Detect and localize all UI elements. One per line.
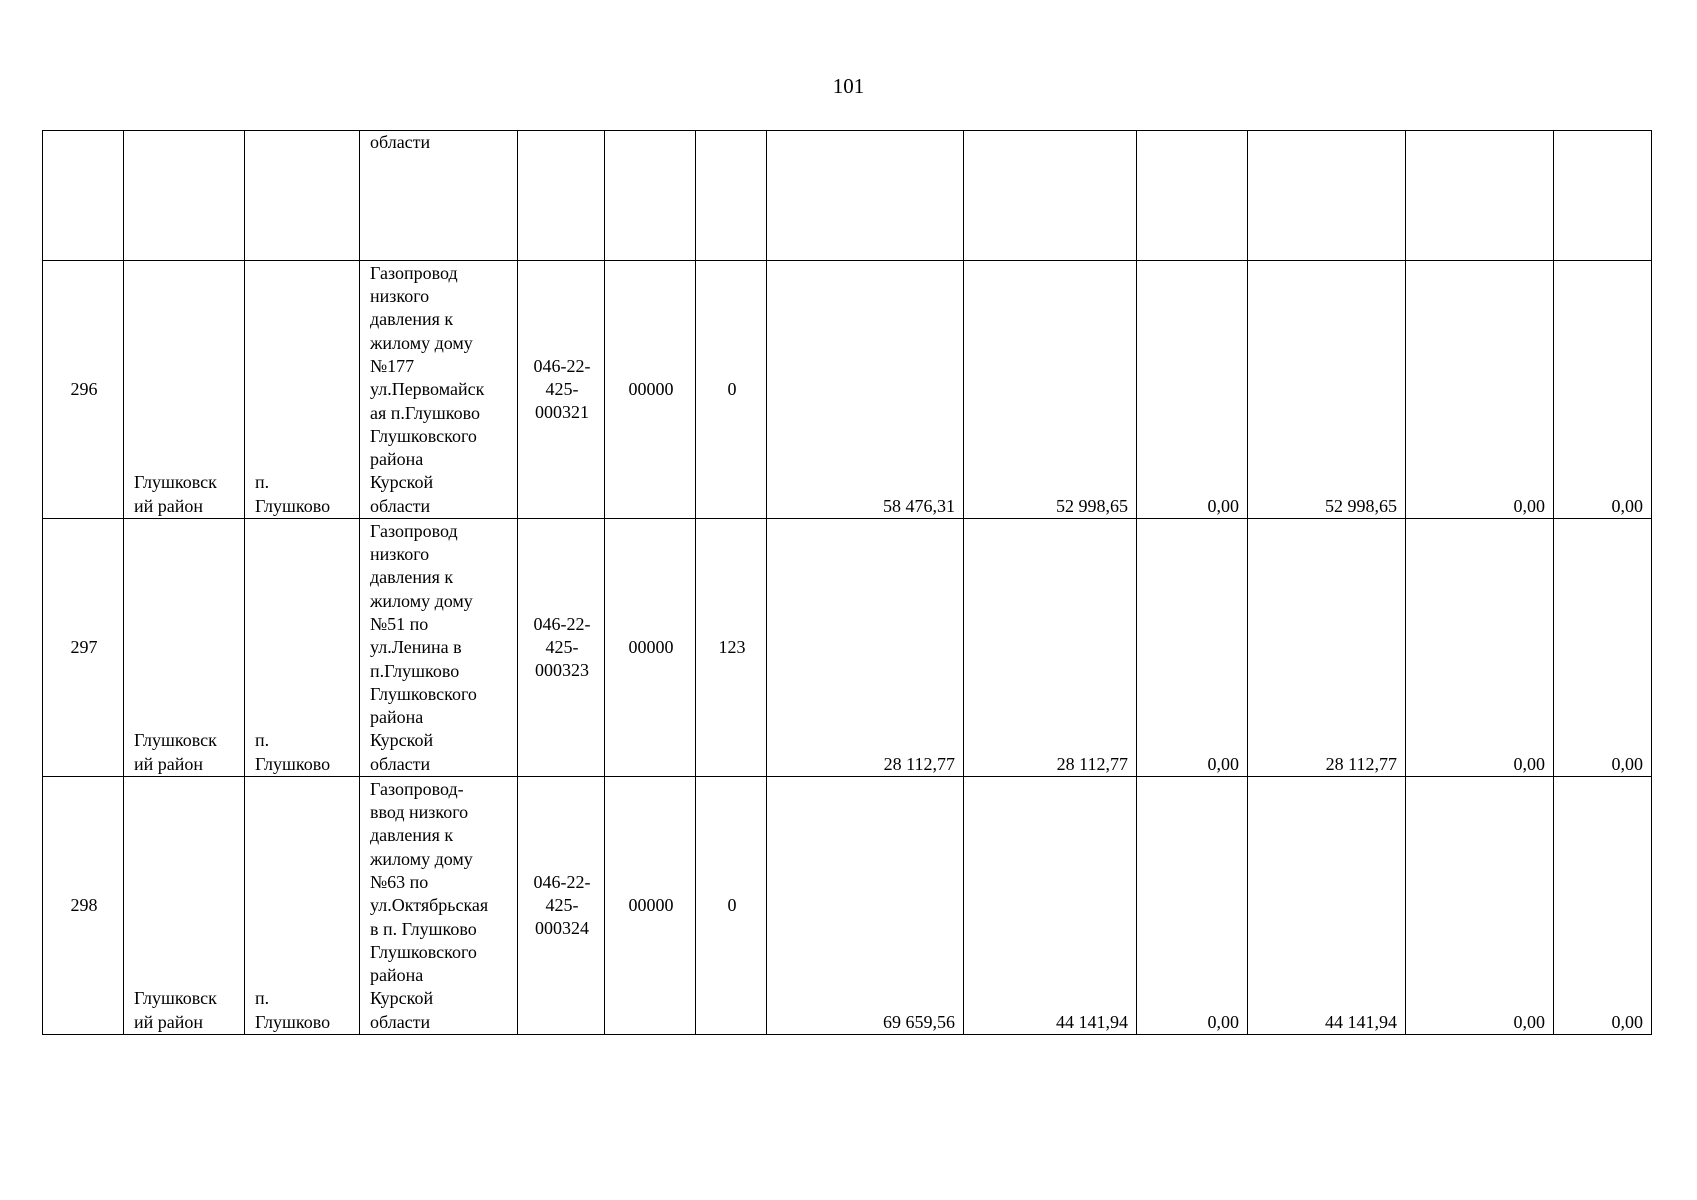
- cell-value-3: 0,00: [1137, 519, 1248, 777]
- cell-cadastral: 046-22- 425- 000323: [518, 519, 605, 777]
- cell-code: [605, 131, 696, 261]
- cell-district: Глушковск ий район: [124, 777, 245, 1035]
- cell-value-1: 28 112,77: [767, 519, 964, 777]
- cell-value-3: 0,00: [1137, 777, 1248, 1035]
- cell-locality: п. Глушково: [245, 519, 360, 777]
- cell-object-name: Газопровод низкого давления к жилому дому №51 по ул.Ленина в п.Глушково Глушковского района Курской области: [360, 519, 518, 777]
- cell-cadastral: 046-22- 425- 000324: [518, 777, 605, 1035]
- cell-object-name: области: [360, 131, 518, 261]
- cell-locality: п. Глушково: [245, 261, 360, 519]
- cell-value-1: 69 659,56: [767, 777, 964, 1035]
- cell-cadastral: [518, 131, 605, 261]
- cell-value-6: 0,00: [1554, 519, 1652, 777]
- cell-value-1: [767, 131, 964, 261]
- cell-value-6: [1554, 131, 1652, 261]
- cell-district: Глушковск ий район: [124, 261, 245, 519]
- cell-index: 296: [43, 261, 124, 519]
- cell-value-5: 0,00: [1406, 261, 1554, 519]
- cell-value-2: 28 112,77: [964, 519, 1137, 777]
- cell-cadastral: 046-22- 425- 000321: [518, 261, 605, 519]
- cell-qty: [696, 131, 767, 261]
- cell-value-4: 28 112,77: [1248, 519, 1406, 777]
- table-row: [43, 519, 1652, 777]
- cell-object-name: Газопровод- ввод низкого давления к жилому дому №63 по ул.Октябрьская в п. Глушково Глушковского района Курской области: [360, 777, 518, 1035]
- cell-value-4: [1248, 131, 1406, 261]
- cell-value-6: 0,00: [1554, 261, 1652, 519]
- cell-value-4: 52 998,65: [1248, 261, 1406, 519]
- cell-locality: п. Глушково: [245, 777, 360, 1035]
- table-row: [43, 261, 1652, 519]
- cell-value-1: 58 476,31: [767, 261, 964, 519]
- cell-district: Глушковск ий район: [124, 519, 245, 777]
- cell-value-2: 52 998,65: [964, 261, 1137, 519]
- cell-value-3: 0,00: [1137, 261, 1248, 519]
- cell-value-2: [964, 131, 1137, 261]
- cell-value-5: 0,00: [1406, 777, 1554, 1035]
- cell-value-4: 44 141,94: [1248, 777, 1406, 1035]
- table-row: [43, 777, 1652, 1035]
- cell-value-5: 0,00: [1406, 519, 1554, 777]
- cell-code: 00000: [605, 519, 696, 777]
- cell-qty: 0: [696, 777, 767, 1035]
- cell-value-2: 44 141,94: [964, 777, 1137, 1035]
- cell-district: [124, 131, 245, 261]
- cell-value-5: [1406, 131, 1554, 261]
- cell-code: 00000: [605, 261, 696, 519]
- cell-index: [43, 131, 124, 261]
- cell-code: 00000: [605, 777, 696, 1035]
- register-table: [42, 130, 1652, 1035]
- cell-value-3: [1137, 131, 1248, 261]
- cell-qty: 0: [696, 261, 767, 519]
- cell-index: 297: [43, 519, 124, 777]
- cell-qty: 123: [696, 519, 767, 777]
- table-row-continuation: [43, 131, 1652, 261]
- page-number: 101: [832, 74, 865, 98]
- cell-locality: [245, 131, 360, 261]
- cell-value-6: 0,00: [1554, 777, 1652, 1035]
- cell-index: 298: [43, 777, 124, 1035]
- cell-object-name: Газопровод низкого давления к жилому дому №177 ул.Первомайск ая п.Глушково Глушковского района Курской области: [360, 261, 518, 519]
